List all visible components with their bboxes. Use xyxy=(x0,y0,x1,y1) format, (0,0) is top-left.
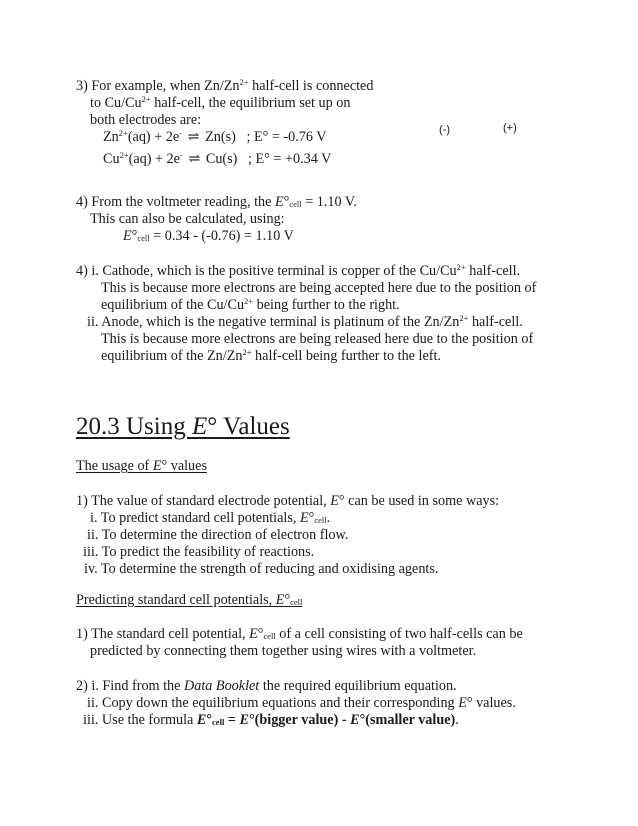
para-number: 2) xyxy=(76,678,88,694)
para-number: 1) xyxy=(76,493,88,509)
usage-item-ii: ii. To determine the direction of electron flow. xyxy=(87,527,349,543)
predicting-para-2-item-iii: iii. Use the formula $E^\circ_{cell}$ = E°(bigger value) - E°(smaller value). xyxy=(83,712,459,728)
para-number: 1) xyxy=(76,626,88,642)
para-number: 4) xyxy=(76,194,88,210)
predicting-para-2-item-i: 2) i. Find from the Data Booklet the required equilibrium equation. xyxy=(76,678,457,694)
para-3-line-1: 3) For example, when $Zn/Zn^{2+}$ half-cell is connected xyxy=(76,77,374,94)
para-4b-item-i-line-3: equilibrium of the $Cu/Cu^{2+}$ being further to the right. xyxy=(101,296,400,313)
predicting-para-1-line-2: predicted by connecting them together using wires with a voltmeter. xyxy=(90,643,477,659)
para-4-line-1: 4) From the voltmeter reading, the $E^\circ_{cell} = 1.10$ V. xyxy=(76,194,357,210)
equation-copper: $Cu^{2+}(aq) + 2e^-$ ⇌ Cu(s) ; E° = +0.34 V xyxy=(103,150,332,167)
para-4-line-2: This can also be calculated, using: xyxy=(90,211,285,227)
terminal-positive-label: (+) xyxy=(503,122,517,134)
predicting-para-1-line-1: 1) The standard cell potential, $E^\circ_{cell}$ of a cell consisting of two half-cells can be xyxy=(76,626,523,642)
para-4b-item-ii-line-1: ii. Anode, which is the negative terminal is platinum of the $Zn/Zn^{2+}$ half-cell. xyxy=(87,313,523,330)
usage-item-iv: iv. To determine the strength of reducing and oxidising agents. xyxy=(84,561,439,577)
para-4b-item-i-line-1: 4) i. Cathode, which is the positive terminal is copper of the $Cu/Cu^{2+}$ half-cell. xyxy=(76,262,521,279)
equilibrium-arrow-icon: ⇌ xyxy=(188,151,201,167)
usage-para-1: 1) The value of standard electrode potential, E° can be used in some ways: xyxy=(76,493,500,509)
terminal-negative-label: (-) xyxy=(439,124,450,136)
para-3-line-3: both electrodes are: xyxy=(90,112,202,128)
para-4-line-3: $E^\circ_{cell} = 0.34 - (-0.76) = 1.10$ V xyxy=(123,228,294,244)
predicting-subheading: Predicting standard cell potentials, $E^\circ_{cell}$ xyxy=(76,592,303,608)
para-4b-item-ii-line-3: equilibrium of the $Zn/Zn^{2+}$ half-cell being further to the left. xyxy=(101,347,441,364)
para-4b-item-ii-line-2: This is because more electrons are being released here due to the position of xyxy=(101,331,534,347)
equation-zinc: $Zn^{2+}(aq) + 2e^-$ ⇌ Zn(s) ; E° = -0.76 V xyxy=(103,128,327,145)
usage-item-iii: iii. To predict the feasibility of reactions. xyxy=(83,544,315,560)
para-number: 3) xyxy=(76,78,88,94)
usage-item-i: i. To predict standard cell potentials, $E^\circ_{cell}$. xyxy=(90,510,331,526)
predicting-para-2-item-ii: ii. Copy down the equilibrium equations and their corresponding E° values. xyxy=(87,695,516,711)
para-4b-item-i-line-2: This is because more electrons are being accepted here due to the position of xyxy=(101,280,537,296)
para-number: 4) xyxy=(76,263,88,279)
para-3-line-2: to $Cu/Cu^{2+}$ half-cell, the equilibrium set up on xyxy=(90,94,351,111)
usage-subheading: The usage of E° values xyxy=(76,458,207,474)
equilibrium-arrow-icon: ⇌ xyxy=(187,129,200,145)
section-heading: 20.3 Using E° Values xyxy=(76,413,290,440)
